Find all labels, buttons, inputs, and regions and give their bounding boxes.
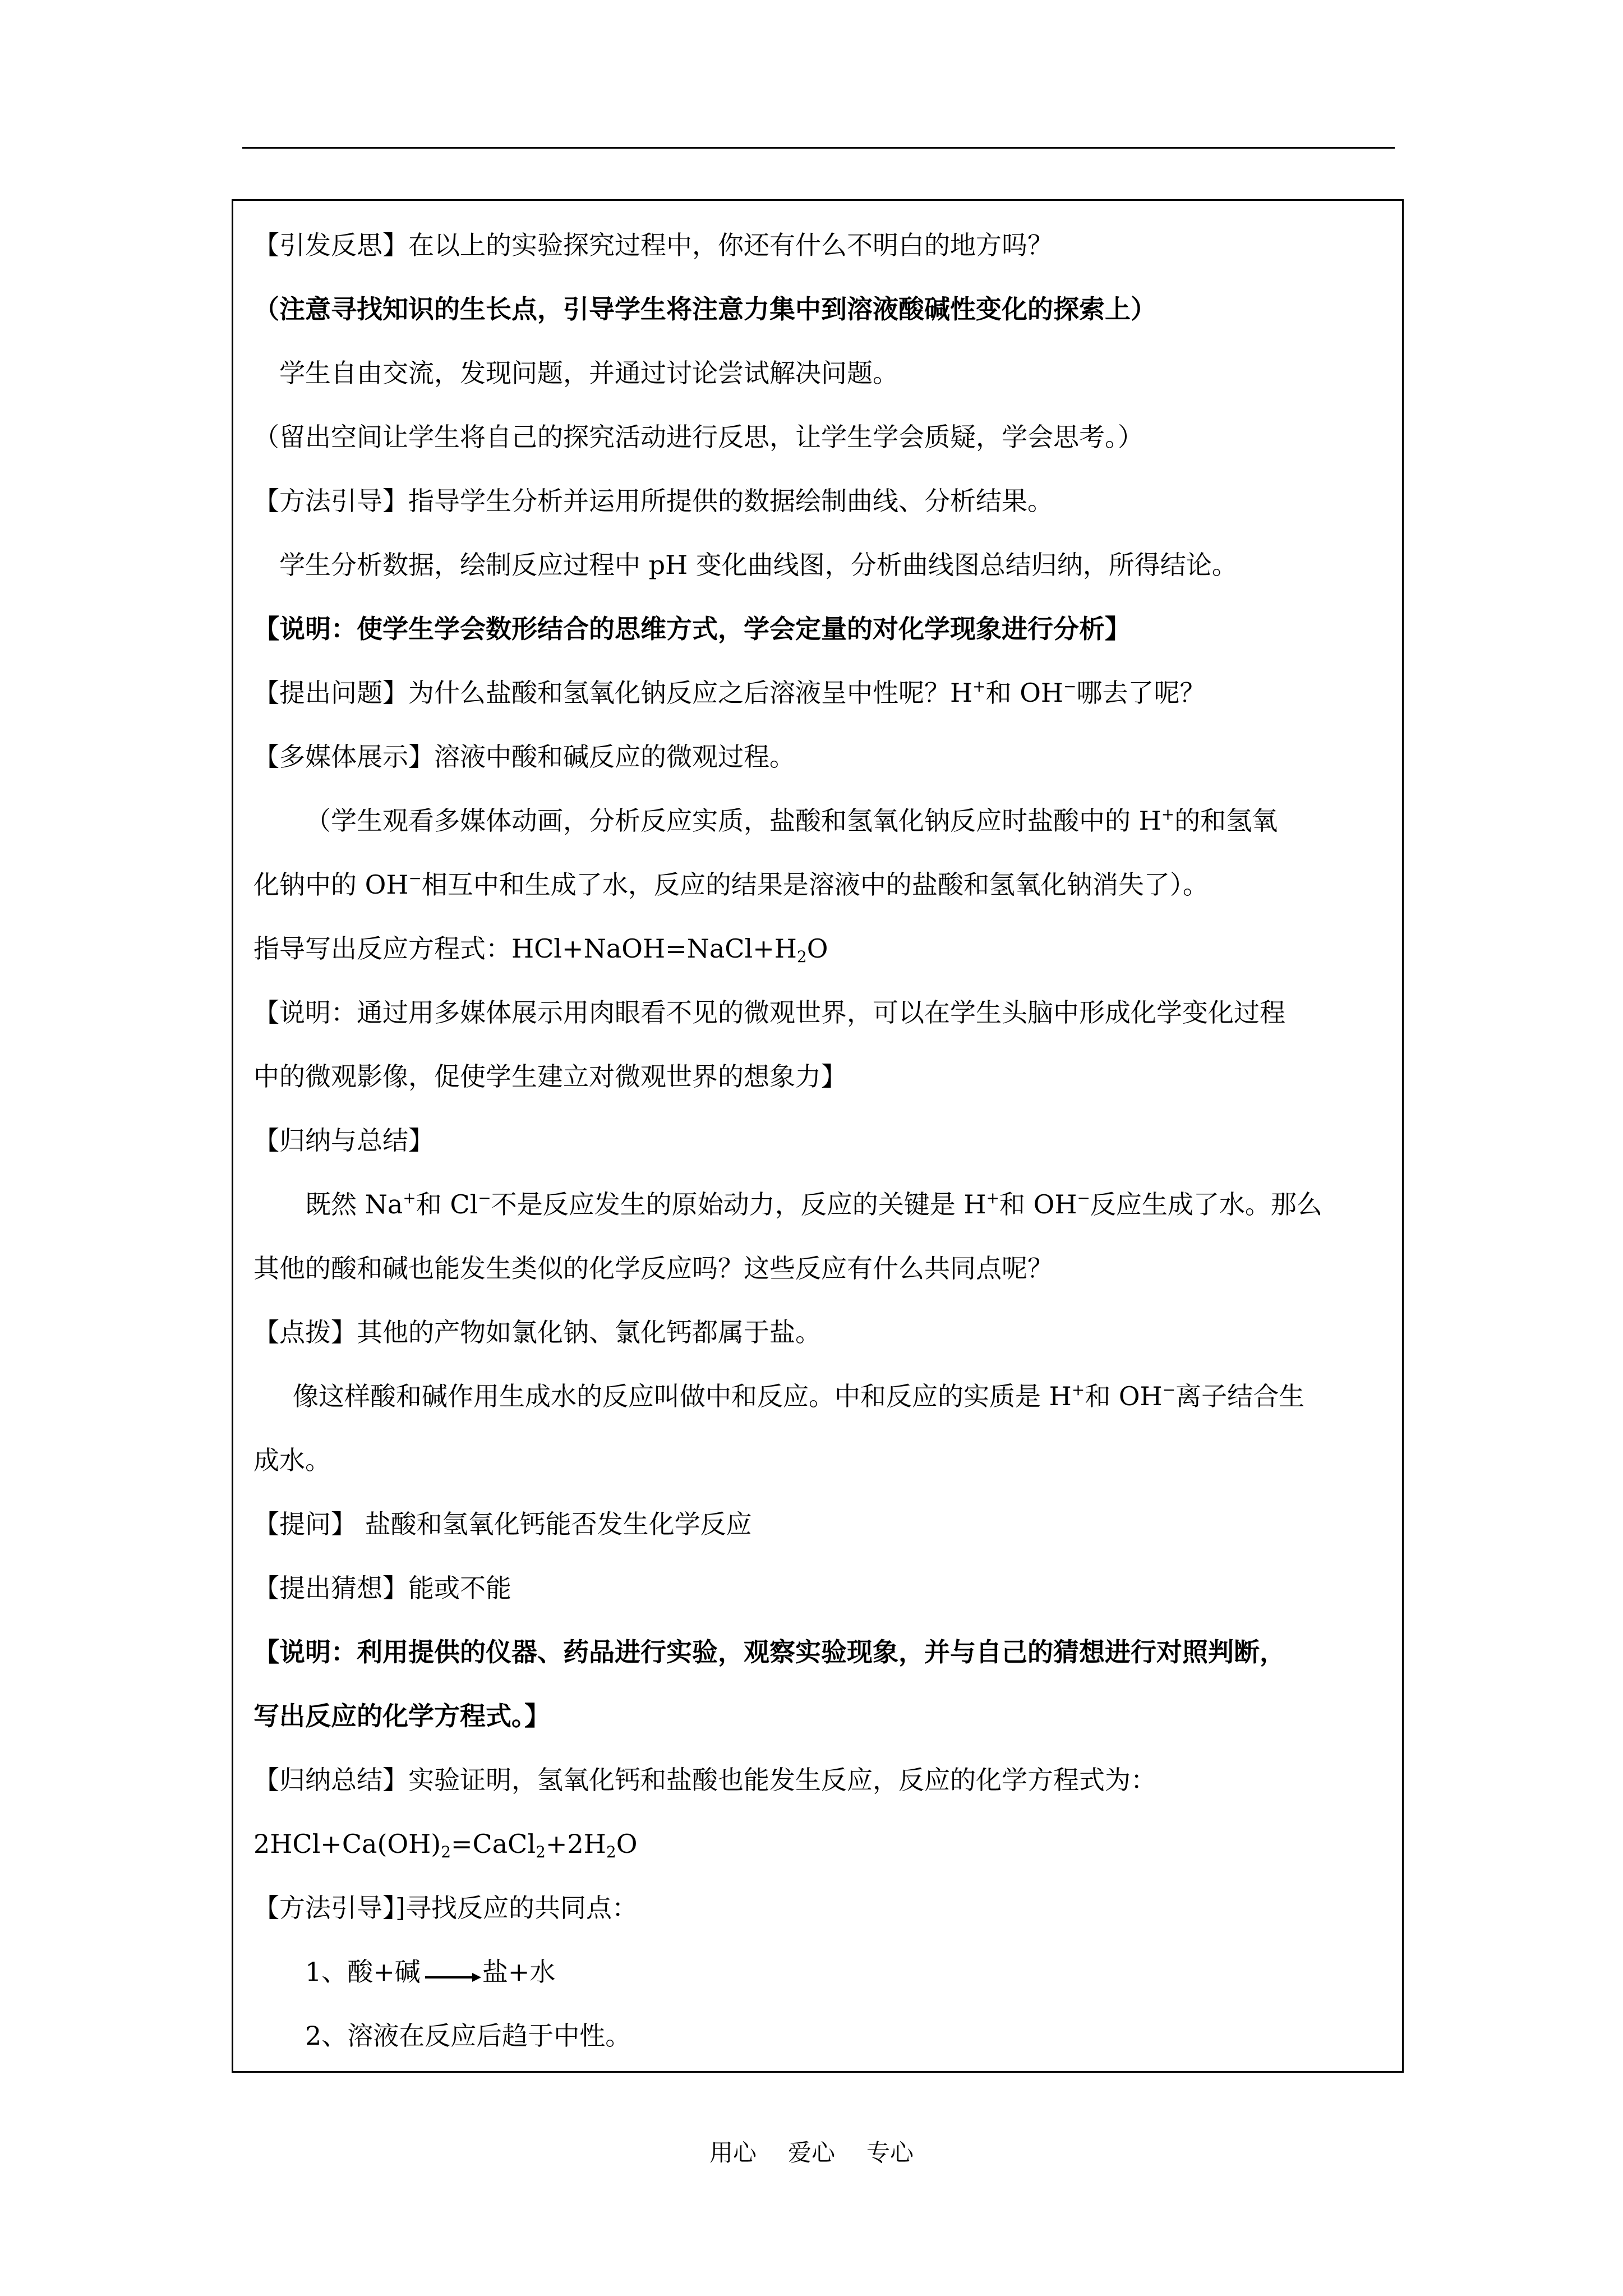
line-equation-naoh: 指导写出反应方程式：$HCl+NaOH=NaCl+H_2O$ (253, 933, 828, 966)
line-explain-experiment: 【说明：利用提供的仪器、药品进行实验，观察实验现象，并与自己的猜想进行对照判断， (253, 1637, 1285, 1667)
document-body (253, 213, 1396, 2068)
line-neutralization-def-cont: 成水。 (253, 1445, 331, 1475)
line-explain-micro-cont: 中的微观影像，促使学生建立对微观世界的想象力】 (253, 1061, 847, 1092)
line-free-exchange: 学生自由交流，发现问题，并通过讨论尝试解决问题。 (279, 358, 898, 388)
line-reflection: 【引发反思】在以上的实验探究过程中，你还有什么不明白的地方吗？ (253, 230, 1053, 260)
line-note-growth: （注意寻找知识的生长点，引导学生将注意力集中到溶液酸碱性变化的探索上） (253, 294, 1156, 324)
line-summary-conclusion: 【归纳总结】实验证明，氢氧化钙和盐酸也能发生反应，反应的化学方程式为： (253, 1765, 1156, 1795)
reaction-arrow-icon (421, 1963, 482, 1985)
content-frame (232, 199, 1404, 2073)
line-explain-experiment-cont: 写出反应的化学方程式。】 (253, 1701, 550, 1731)
footer-text-3: 专心 (866, 2139, 914, 2166)
header-rule (242, 147, 1395, 149)
footer-text-1: 用心 (709, 2139, 757, 2166)
line-other-acids: 其他的酸和碱也能发生类似的化学反应吗？这些反应有什么共同点呢？ (253, 1253, 1053, 1283)
line-hint: 【点拨】其他的产物如氯化钠、氯化钙都属于盐。 (253, 1317, 821, 1347)
line-method-common: 【方法引导】]寻找反应的共同点： (253, 1893, 638, 1923)
line-equation-caoh: $2HCl+Ca(OH)_2=CaCl_2+2H_2O$ (253, 1829, 638, 1861)
line-student-watch-cont: 化钠中的 OH−相互中和生成了水，反应的结果是溶液中的盐酸和氢氧化钠消失了）。 (253, 869, 1209, 900)
line-point-1: 1、酸+碱 盐+水 (305, 1957, 556, 1987)
page-footer (0, 2134, 1623, 2168)
line-multimedia: 【多媒体展示】溶液中酸和碱反应的微观过程。 (253, 742, 795, 772)
line-analyze-data: 学生分析数据，绘制反应过程中 pH 变化曲线图，分析曲线图总结归纳，所得结论。 (279, 550, 1238, 580)
line-summary-heading: 【归纳与总结】 (253, 1125, 434, 1156)
footer-text-2: 爱心 (787, 2139, 835, 2166)
line-explain-shape: 【说明：使学生学会数形结合的思维方式，学会定量的对化学现象进行分析】 (253, 614, 1131, 644)
line-student-watch: （学生观看多媒体动画，分析反应实质，盐酸和氢氧化钠反应时盐酸中的 H+的和氢氧 (305, 805, 1278, 836)
line-ask: 【提问】 盐酸和氢氧化钙能否发生化学反应 (253, 1509, 752, 1539)
line-space-reflection: （留出空间让学生将自己的探究活动进行反思，让学生学会质疑，学会思考。） (253, 422, 1144, 452)
line-explain-micro: 【说明：通过用多媒体展示用肉眼看不见的微观世界，可以在学生头脑中形成化学变化过程 (253, 997, 1285, 1028)
line-guess: 【提出猜想】能或不能 (253, 1573, 511, 1603)
line-neutralization-def: 像这样酸和碱作用生成水的反应叫做中和反应。中和反应的实质是 H+和 OH−离子结合生 (293, 1381, 1305, 1411)
line-since-na-cl: 既然 Na+和 Cl−不是反应发生的原始动力，反应的关键是 H+和 OH−反应生成了水。那么 (305, 1189, 1322, 1220)
line-question: 【提出问题】为什么盐酸和氢氧化钠反应之后溶液呈中性呢？H+和 OH−哪去了呢？ (253, 677, 1206, 708)
line-point-2: 2、溶液在反应后趋于中性。 (305, 2021, 631, 2051)
line-method-guide: 【方法引导】指导学生分析并运用所提供的数据绘制曲线、分析结果。 (253, 486, 1053, 516)
